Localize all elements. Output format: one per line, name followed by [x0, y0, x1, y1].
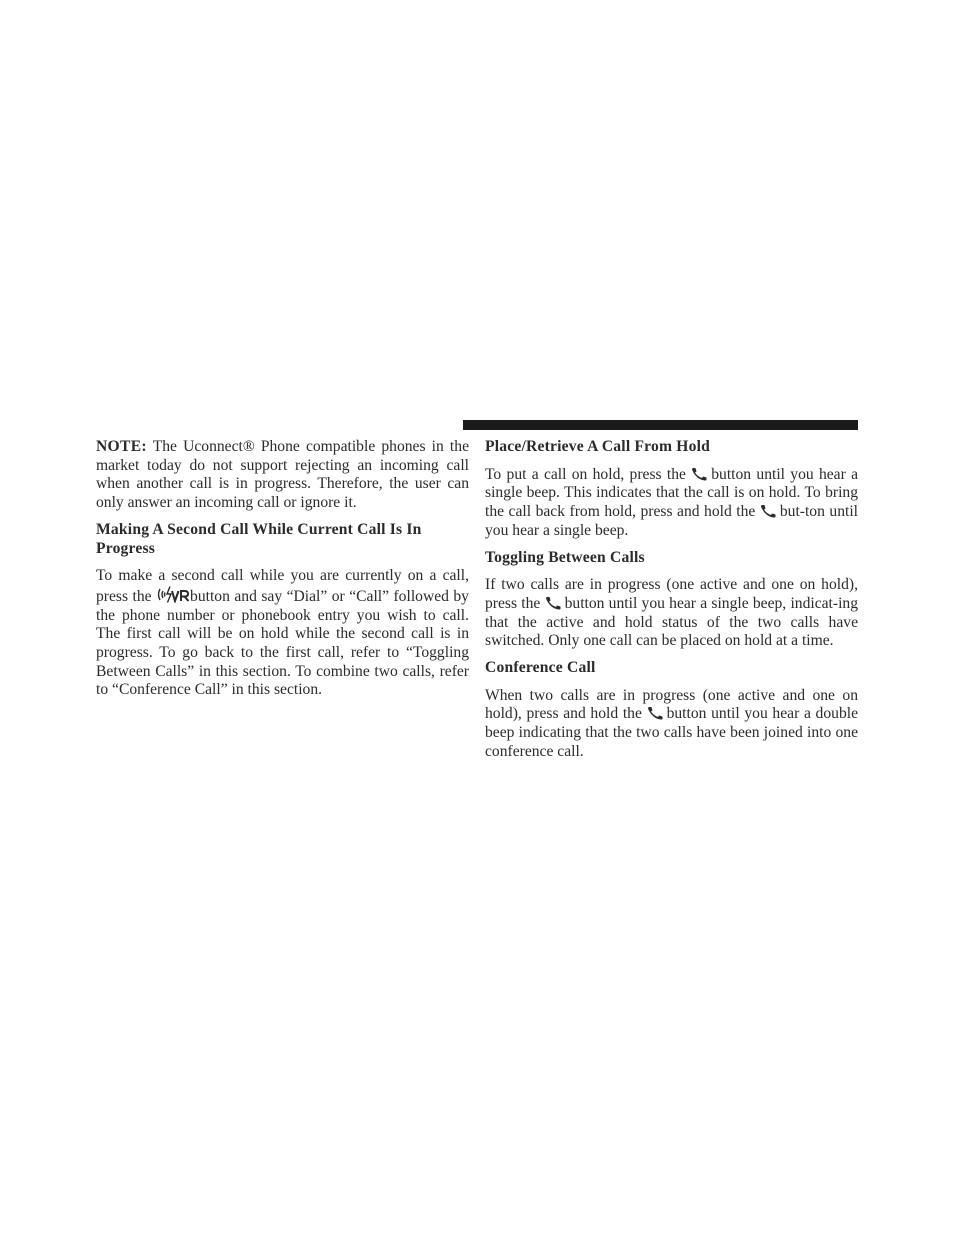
conference-text-after: button until you hear a double beep indicating that the two calls have been joined into one conference call. [485, 705, 858, 760]
voice-recognition-icon [156, 586, 190, 603]
toggling-heading: Toggling Between Calls [485, 548, 645, 566]
phone-icon [691, 467, 711, 481]
second-call-text-before: To make a second call while you are currently on a call, press the [96, 567, 469, 605]
section-header-bar [463, 420, 858, 430]
hold-text-3: but-ton until you hear a single beep. [485, 503, 858, 539]
phone-icon [760, 504, 780, 518]
conference-text-before: When two calls are in progress (one active and one on hold), press and hold the [485, 686, 858, 723]
toggling-text-before: If two calls are in progress (one active and one on hold), press the [485, 576, 858, 612]
hold-text-2: button until you hear a single beep. This indicates that the call is on hold. To bring the call back from hold, press and hold the [485, 465, 859, 521]
note-label: NOTE: [96, 438, 147, 455]
hold-paragraph [485, 466, 858, 541]
conference-heading: Conference Call [485, 659, 596, 677]
phone-icon [545, 596, 565, 610]
hold-text-1: To put a call on hold, press the [485, 465, 692, 483]
hold-heading: Place/Retrieve A Call From Hold [485, 438, 711, 455]
second-call-heading: Making A Second Call While Current Call Is In Progress [96, 520, 422, 557]
conference-paragraph [485, 687, 858, 762]
second-call-text-after: button and say “Dial” or “Call” followed by the phone number or phonebook entry you wish to call. The first call will be on hold while the second call is in progress. To go back to the first call, refer to “Toggling Between Calls” in this section. To combine two calls, refer to “Conference Call” in this section. [96, 587, 469, 699]
second-call-paragraph [96, 567, 469, 700]
toggling-paragraph [485, 576, 858, 651]
right-column [485, 438, 858, 770]
toggling-text-after: button until you hear a single beep, indicat-ing that the active and hold status of the two calls have switched. Only one call can be placed on hold at a time. [485, 594, 859, 650]
phone-icon [647, 706, 667, 720]
note-paragraph [96, 438, 469, 513]
note-text: The Uconnect® Phone compatible phones in the market today do not support rejecting an incoming call when another call is in progress. Therefore, the user can only answer an incoming call or ignore it. [96, 438, 469, 512]
left-column [96, 438, 469, 708]
